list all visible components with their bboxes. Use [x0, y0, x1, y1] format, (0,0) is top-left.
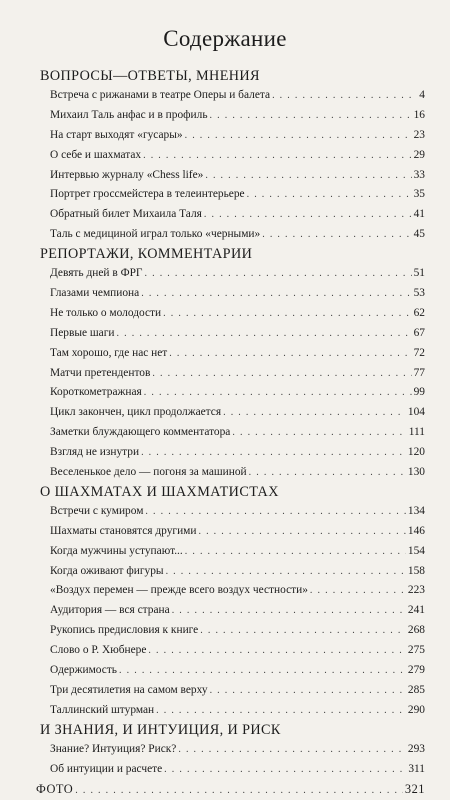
toc-entry-title: Когда оживают фигуры — [50, 562, 164, 582]
toc-entry — [0, 264, 450, 284]
dot-leader — [198, 522, 405, 542]
toc-entry-page: 51 — [414, 264, 425, 284]
dot-leader — [178, 740, 406, 760]
dot-leader — [232, 423, 406, 443]
dot-leader — [262, 225, 411, 245]
toc-entry — [0, 284, 450, 304]
toc-entry-page: 311 — [408, 760, 425, 780]
toc-entry-page: 275 — [408, 641, 425, 661]
toc-entry — [0, 304, 450, 324]
dot-leader — [185, 542, 406, 562]
toc-entry-photo — [0, 780, 450, 800]
toc-entry-page: 241 — [408, 601, 425, 621]
toc-entry-title: Интервью журналу «Chess life» — [50, 166, 203, 186]
section-heading: РЕПОРТАЖИ, КОММЕНТАРИИ — [0, 245, 450, 264]
dot-leader — [117, 324, 412, 344]
toc-entry — [0, 463, 450, 483]
toc-entry-title: Заметки блуждающего комментатора — [50, 423, 230, 443]
toc-entry-page: 29 — [414, 146, 425, 166]
toc-entry-page: 67 — [414, 324, 425, 344]
section-heading: ВОПРОСЫ—ОТВЕТЫ, МНЕНИЯ — [0, 67, 450, 86]
toc-entry-page: 134 — [408, 502, 425, 522]
toc-entry — [0, 344, 450, 364]
toc-entry — [0, 542, 450, 562]
dot-leader — [210, 681, 406, 701]
dot-leader — [210, 106, 412, 126]
dot-leader — [75, 781, 403, 800]
toc-entry-page: 223 — [408, 581, 425, 601]
dot-leader — [141, 284, 411, 304]
toc-entry-title: Взгляд не изнутри — [50, 443, 139, 463]
toc-entry-title: Встречи с кумиром — [50, 502, 143, 522]
toc-entry — [0, 403, 450, 423]
dot-leader — [247, 185, 412, 205]
toc-entry-title: Первые шаги — [50, 324, 115, 344]
toc-entry-page: 290 — [408, 701, 425, 721]
dot-leader — [166, 562, 406, 582]
toc-entry-page: 293 — [408, 740, 425, 760]
toc-entry-title: Глазами чемпиона — [50, 284, 139, 304]
toc-entry-title: Одержимость — [50, 661, 117, 681]
toc-entry-title: Девять дней в ФРГ — [50, 264, 143, 284]
dot-leader — [172, 601, 406, 621]
toc-entry-title: Об интуиции и расчете — [50, 760, 162, 780]
dot-leader — [223, 403, 406, 423]
toc-entry-page: 130 — [408, 463, 425, 483]
toc-entry — [0, 681, 450, 701]
dot-leader — [141, 443, 406, 463]
toc-entry — [0, 562, 450, 582]
toc-entry-page: 99 — [414, 383, 425, 403]
toc-entry-page: 268 — [408, 621, 425, 641]
toc-entry — [0, 601, 450, 621]
toc-entry-title: «Воздух перемен — прежде всего воздух честности» — [50, 581, 308, 601]
toc-entry-title: Там хорошо, где нас нет — [50, 344, 167, 364]
dot-leader — [164, 760, 406, 780]
dot-leader — [145, 264, 412, 284]
dot-leader — [200, 621, 406, 641]
toc-entry-title: Три десятилетия на самом верху — [50, 681, 208, 701]
dot-leader — [185, 126, 412, 146]
dot-leader — [145, 502, 405, 522]
toc-entry-page: 4 — [419, 86, 425, 106]
dot-leader — [144, 383, 412, 403]
toc-entry — [0, 423, 450, 443]
toc-entry — [0, 443, 450, 463]
toc-entry-title: Когда мужчины уступают... — [50, 542, 183, 562]
toc-entry — [0, 205, 450, 225]
toc-entry-title: Портрет гроссмейстера в телеинтерьере — [50, 185, 245, 205]
page-title: Содержание — [0, 26, 450, 52]
toc-entry-page: 104 — [408, 403, 425, 423]
toc-entry — [0, 621, 450, 641]
toc-entry-title: Шахматы становятся другими — [50, 522, 196, 542]
toc-entry-title: Аудитория — вся страна — [50, 601, 170, 621]
section-heading: И ЗНАНИЯ, И ИНТУИЦИЯ, И РИСК — [0, 721, 450, 740]
toc-entry-title: Обратный билет Михаила Таля — [50, 205, 202, 225]
toc-entry — [0, 166, 450, 186]
dot-leader — [272, 86, 417, 106]
toc-entry-title: Михаил Таль анфас и в профиль — [50, 106, 208, 126]
dot-leader — [249, 463, 406, 483]
toc-entry-title: Таль с медициной играл только «черными» — [50, 225, 260, 245]
toc-entry-title: Слово о Р. Хюбнере — [50, 641, 146, 661]
dot-leader — [143, 146, 412, 166]
dot-leader — [205, 166, 411, 186]
dot-leader — [204, 205, 412, 225]
table-of-contents — [0, 67, 450, 799]
toc-entry-page: 53 — [414, 284, 425, 304]
toc-entry — [0, 581, 450, 601]
toc-entry-page: 77 — [414, 364, 425, 384]
toc-entry-title: Таллинский штурман — [50, 701, 154, 721]
toc-entry — [0, 106, 450, 126]
toc-entry-page: 321 — [405, 780, 425, 800]
toc-entry — [0, 760, 450, 780]
toc-entry — [0, 185, 450, 205]
toc-entry-page: 45 — [414, 225, 425, 245]
toc-entry-page: 120 — [408, 443, 425, 463]
toc-entry-title: Встреча с рижанами в театре Оперы и балета — [50, 86, 270, 106]
dot-leader — [310, 581, 406, 601]
dot-leader — [156, 701, 406, 721]
toc-entry-page: 23 — [414, 126, 425, 146]
toc-entry-title: Цикл закончен, цикл продолжается — [50, 403, 221, 423]
toc-entry-title: Рукопись предисловия к книге — [50, 621, 198, 641]
toc-entry — [0, 701, 450, 721]
toc-entry — [0, 641, 450, 661]
toc-entry-page: 146 — [408, 522, 425, 542]
toc-entry-page: 158 — [408, 562, 425, 582]
section-heading: О ШАХМАТАХ И ШАХМАТИСТАХ — [0, 483, 450, 502]
toc-entry-title: Знание? Интуиция? Риск? — [50, 740, 176, 760]
toc-entry-page: 279 — [408, 661, 425, 681]
toc-entry-title: Матчи претендентов — [50, 364, 150, 384]
toc-entry — [0, 740, 450, 760]
dot-leader — [163, 304, 411, 324]
dot-leader — [148, 641, 406, 661]
toc-entry-title: Веселенькое дело — погоня за машиной — [50, 463, 247, 483]
toc-entry-page: 16 — [414, 106, 425, 126]
toc-entry-page: 285 — [408, 681, 425, 701]
toc-entry — [0, 522, 450, 542]
toc-entry-page: 62 — [414, 304, 425, 324]
toc-entry-title: О себе и шахматах — [50, 146, 141, 166]
dot-leader — [169, 344, 411, 364]
toc-entry-page: 154 — [408, 542, 425, 562]
toc-entry — [0, 126, 450, 146]
toc-entry — [0, 364, 450, 384]
toc-entry-page: 72 — [414, 344, 425, 364]
toc-entry — [0, 146, 450, 166]
dot-leader — [152, 364, 411, 384]
toc-entry-page: 33 — [414, 166, 425, 186]
toc-entry-title: ФОТО — [36, 780, 73, 800]
toc-entry — [0, 86, 450, 106]
toc-entry-page: 41 — [414, 205, 425, 225]
toc-entry-title: Короткометражная — [50, 383, 142, 403]
toc-entry — [0, 661, 450, 681]
toc-entry-title: На старт выходят «гусары» — [50, 126, 183, 146]
toc-entry — [0, 324, 450, 344]
toc-entry-page: 35 — [414, 185, 425, 205]
toc-entry-page: 111 — [409, 423, 425, 443]
toc-entry — [0, 383, 450, 403]
toc-entry — [0, 502, 450, 522]
dot-leader — [119, 661, 406, 681]
toc-entry — [0, 225, 450, 245]
toc-entry-title: Не только о молодости — [50, 304, 161, 324]
